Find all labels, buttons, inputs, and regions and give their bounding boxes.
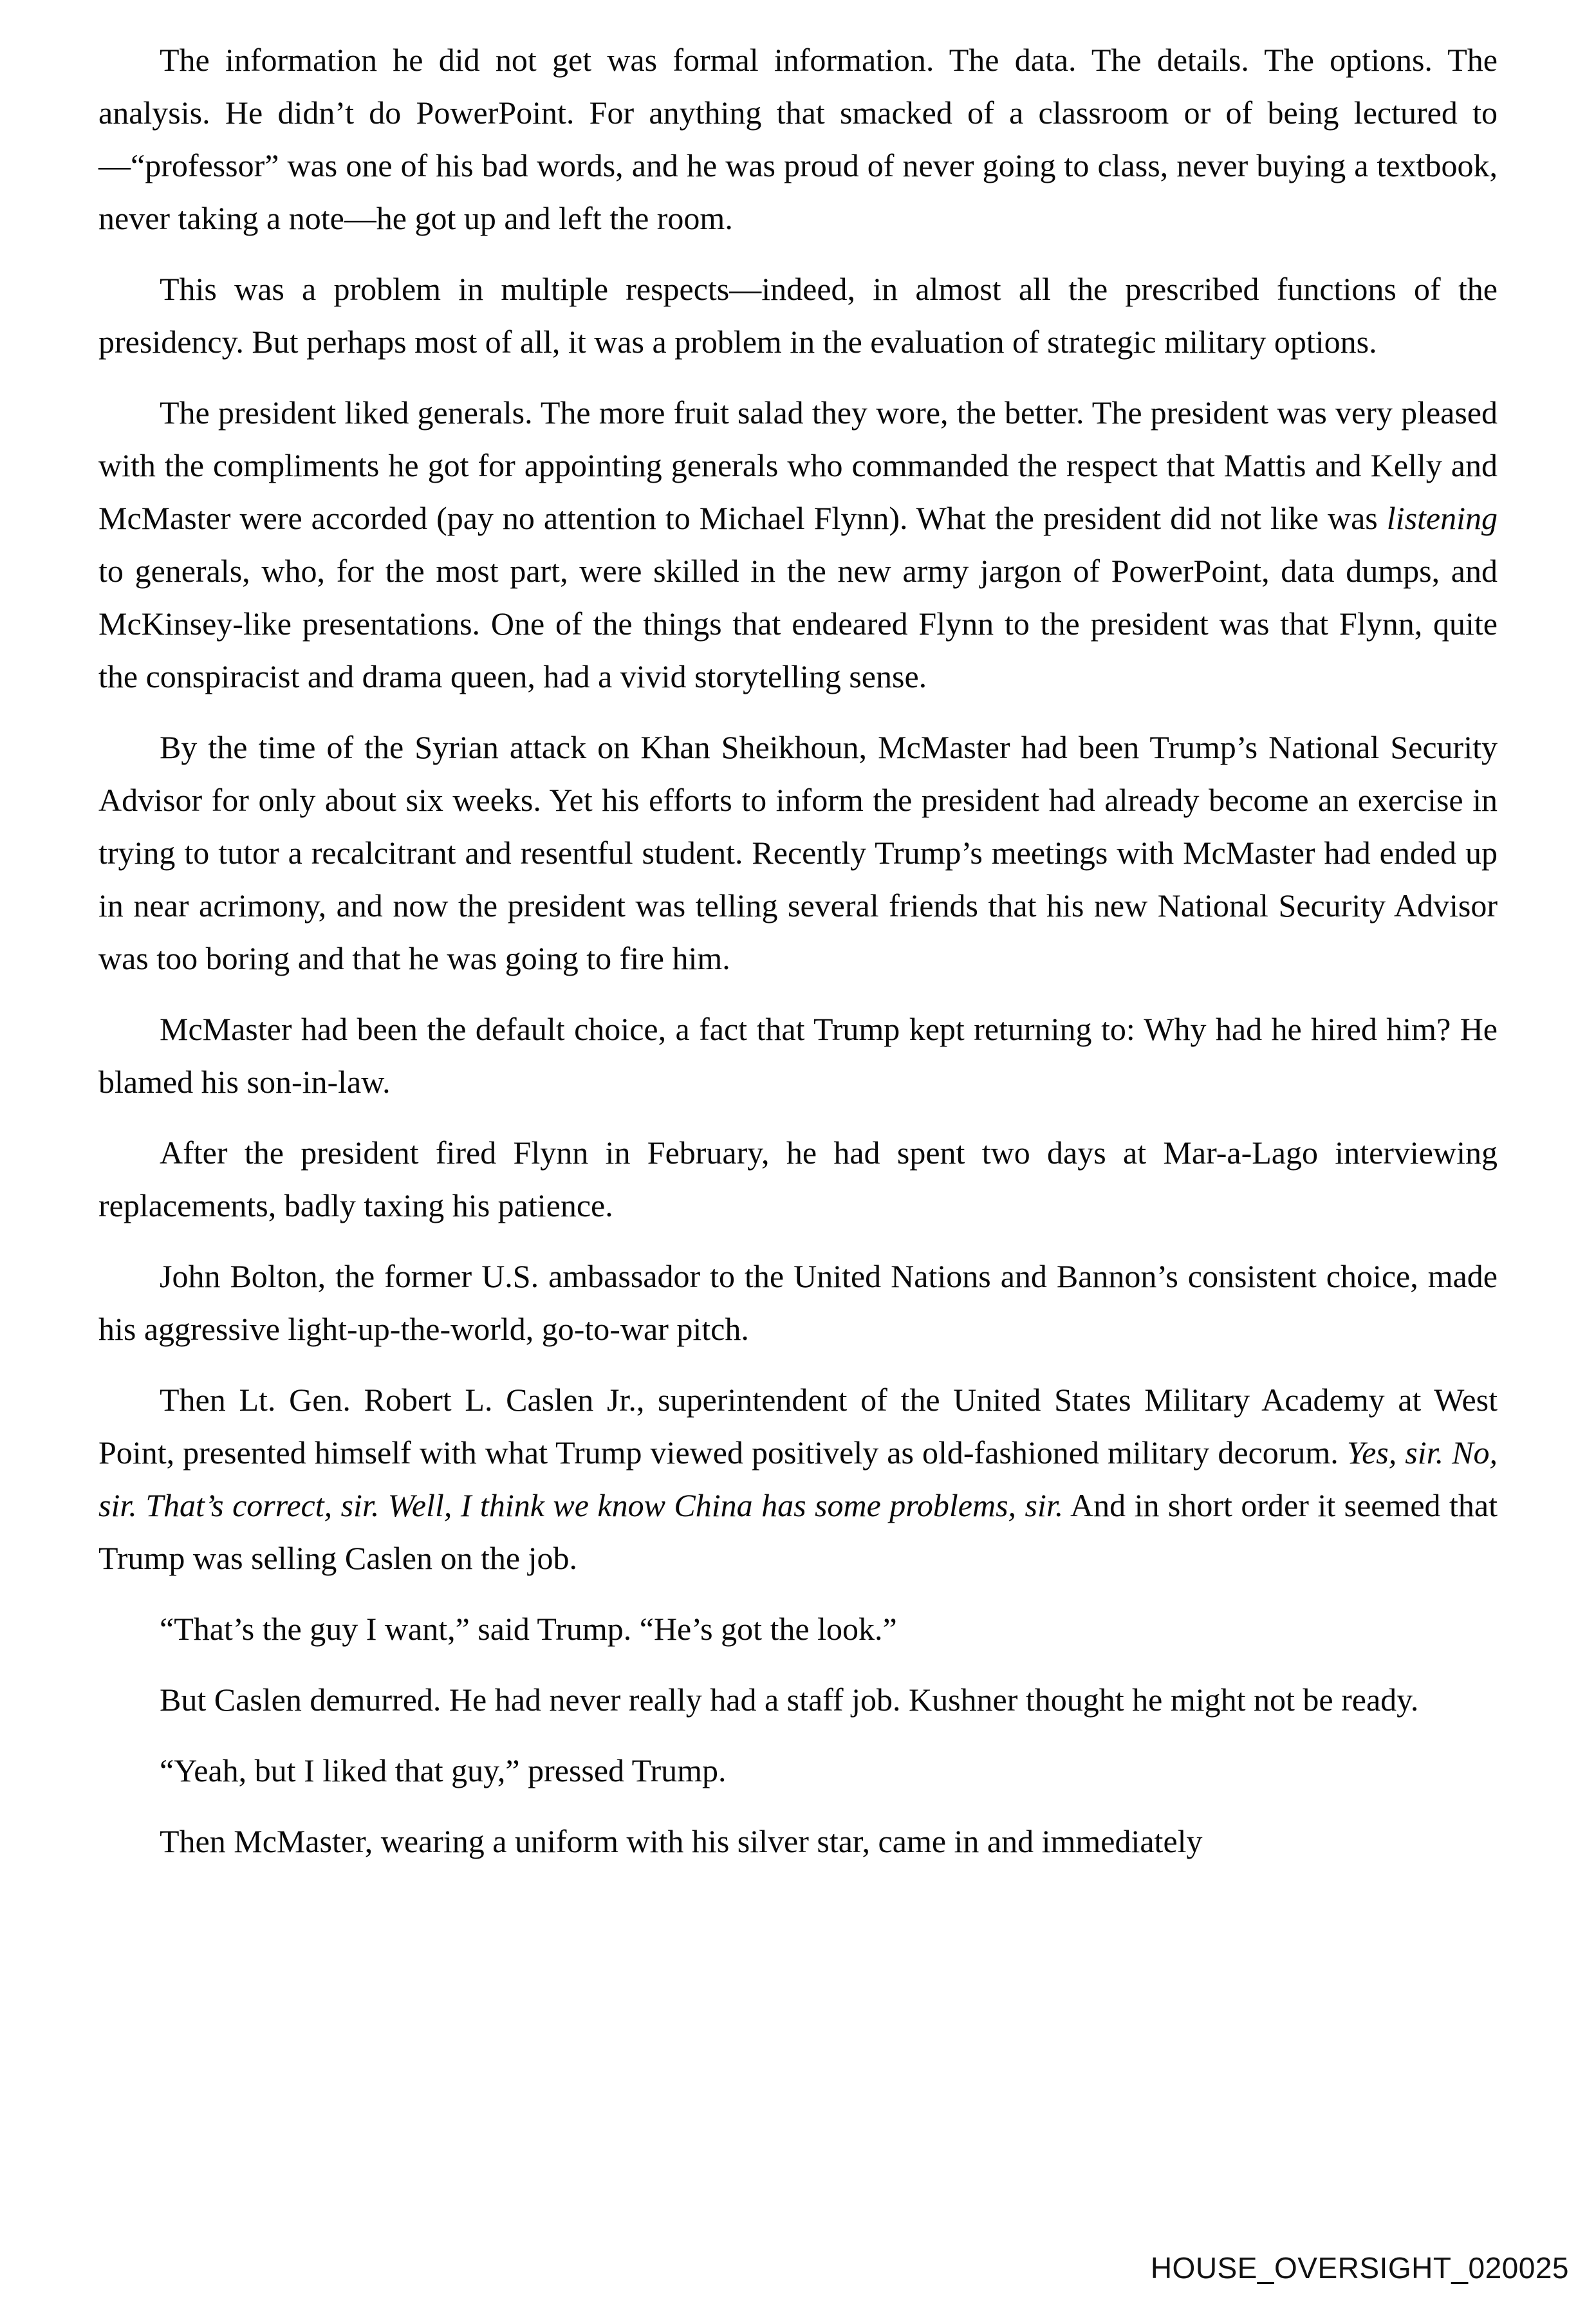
bates-stamp: HOUSE_OVERSIGHT_020025 [1150,2251,1569,2285]
text-run: “Yeah, but I liked that guy,” pressed Trump. [160,1752,727,1788]
paragraph [98,1126,1498,1232]
paragraph [98,1815,1498,1868]
text-run: This was a problem in multiple respects—indeed, in almost all the prescribed functions of the presidency. But perhaps most of all, it was a problem in the evaluation of strategic military options. [98,271,1498,360]
paragraph [98,1602,1498,1655]
text-run: The president liked generals. The more fruit salad they wore, the better. The president was very pleased with the compliments he got for appointing generals who commanded the respect that Mattis and Kelly and McMaster were accorded (pay no attention to Michael Flynn). What the president did not like was [98,394,1498,536]
text-run: “That’s the guy I want,” said Trump. “He’s got the look.” [160,1611,897,1647]
text-run: And in short order it seemed that Trump was selling Caslen on the job. [98,1487,1498,1576]
text-run: After the president fired Flynn in February, he had spent two days at Mar-a-Lago interviewing replacements, badly taxing his patience. [98,1135,1498,1223]
paragraph [98,1250,1498,1355]
paragraph [98,386,1498,703]
paragraph [98,1003,1498,1108]
text-run: to generals, who, for the most part, were skilled in the new army jargon of PowerPoint, data dumps, and McKinsey-like presentations. One of the things that endeared Flynn to the president was that Flynn, quite the conspiracist and drama queen, had a vivid storytelling sense. [98,553,1498,694]
text-run: Then Lt. Gen. Robert L. Caslen Jr., superintendent of the United States Military Academy at West Point, presented himself with what Trump viewed positively as old-fashioned military decorum. [98,1382,1498,1471]
paragraph [98,263,1498,368]
paragraph [98,721,1498,985]
text-run: John Bolton, the former U.S. ambassador to the United Nations and Bannon’s consistent choice, made his aggressive light-up-the-world, go-to-war pitch. [98,1258,1498,1347]
text-run: The information he did not get was formal information. The data. The details. The options. The analysis. He didn’t do PowerPoint. For anything that smacked of a classroom or of being lectured to—“professor” was one of his bad words, and he was proud of never going to class, never buying a textbook, never taking a note—he got up and left the room. [98,42,1498,236]
text-run: Then McMaster, wearing a uniform with his silver star, came in and immediately [160,1823,1203,1859]
paragraph [98,1673,1498,1726]
text-run: By the time of the Syrian attack on Khan Sheikhoun, McMaster had been Trump’s National Security Advisor for only about six weeks. Yet his efforts to inform the president had already become an exercise in trying to tutor a recalcitrant and resentful student. Recently Trump’s meetings with McMaster had ended up in near acrimony, and now the president was telling several friends that his new National Security Advisor was too boring and that he was going to fire him. [98,729,1498,976]
italic-text-run: listening [1386,500,1498,536]
paragraph [98,1373,1498,1584]
paragraph [98,33,1498,245]
text-run: McMaster had been the default choice, a fact that Trump kept returning to: Why had he hired him? He blamed his son-in-law. [98,1011,1498,1100]
document-body [98,33,1498,1868]
text-run: But Caslen demurred. He had never really had a staff job. Kushner thought he might not be ready. [160,1682,1419,1718]
paragraph [98,1744,1498,1797]
italic-text-run: Yes, sir. No, sir. That’s correct, sir. Well, I think we know China has some problems, sir. [98,1434,1498,1523]
